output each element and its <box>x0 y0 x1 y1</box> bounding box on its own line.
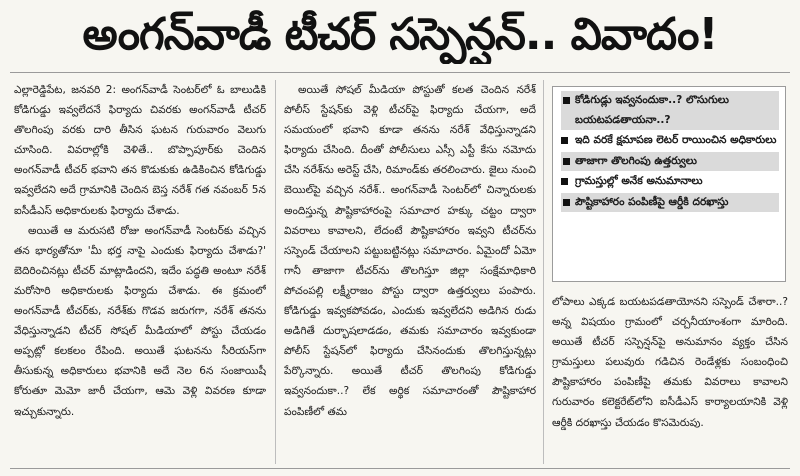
highlight-item <box>561 152 779 172</box>
article-column-2 <box>284 80 536 464</box>
highlight-item <box>561 131 779 151</box>
headline-rule <box>10 72 790 73</box>
paragraph: అయితే సోషల్ మీడియా పోస్టుతో కలత చెందిన నరేశ్ పోలీస్ స్టేషన్‌కు వెళ్లి టీచర్‌పై ఫిర్యాదు చేయగా, అదే సమయంలో భవాని కూడా తనను నరేశ్ వేధిస్తున్నాడని ఫిర్యాదు చేసింది. దీంతో పోలీసులు ఎస్సీ ఎస్టీ కేసు నమోదు చేసి నరేశ్‌ను అరెస్ట్ చేసి, రిమాండ్‌కు తరలించారు. జైలు నుంచి బెయిల్‌పై వచ్చిన నరేశ్.. అంగన్‌వాడీ సెంటర్‌లో చిన్నారులకు అందిస్తున్న పౌష్టికాహారంపై సమాచార హక్కు చట్టం ద్వారా వివరాలు కావాలని, లేదంటే పౌష్టికాహారం ఇవ్వని టీచర్‌ను సస్పెండ్ చేయాలని పట్టుబట్టినట్లు సమాచారం. ఏమైందో ఏమో గానీ తాజాగా టీచర్‌ను తొలగిస్తూ జిల్లా సంక్షేమాధికారి పోచంపల్లి లక్ష్మీరాజం పోస్టు ద్వారా ఉత్తర్వులు పంపారు. కోడిగుడ్డు ఇవ్వకపోవడం, ఎందుకు ఇవ్వలేదని అడిగిన రుడు అడిగితే దుర్భాషలాడడం, తమకు సమాచారం ఇవ్వకుండా పోలీస్ స్టేషన్‌లో ఫిర్యాదు చేసినందుకు తొలగిస్తున్నట్లు పేర్కొన్నారు. అయితే టీచర్ తొలగింపు కోడిగుడ్డు ఇవ్వనందుకా..? లేక అర్థిక సమాచారంతో పౌష్టికాహార పంపిణీలో తమ <box>284 84 536 418</box>
article-column-1 <box>14 80 266 464</box>
square-bullet-icon <box>563 97 570 104</box>
column-divider <box>543 80 544 464</box>
paragraph: అయితే ఆ మరుసటి రోజు అంగన్‌వాడీ సెంటర్‌కు వచ్చిన తన భార్యతోనూ 'మీ భర్త నాపై ఎందుకు ఫిర్యాదు చేశాడు?' బెదిరించినట్లు టీచర్ మాట్లాడిందని, ఇదేం పద్ధతి అంటూ నరేశ్ మరోసారి అధికారులకు ఫిర్యాదు చేశాడు. ఈ క్రమంలో అంగన్‌వాడీ టీచర్‌కు, నరేశ్‌కు గొడవ జరుగగా, నరేశ్ తనను వేధిస్తున్నాడని టీచర్ సోషల్ మీడియాలో పోస్టు చేయడం అప్పట్లో కలకలం రేపింది. అయితే ఘటనను సీరియస్‌గా తీసుకున్న అధికారులు భవానికి అదే నెల 6న సంజాయిషీ కోరుతూ మెమో జారీ చేయగా, ఆమె వెళ్లి వివరణ కూడా ఇచ్చుకున్నారు. <box>14 224 266 418</box>
highlight-text: తాజాగా తొలగింపు ఉత్తర్వులు <box>575 154 697 167</box>
square-bullet-icon <box>561 178 568 185</box>
highlight-item <box>561 193 779 213</box>
highlight-item <box>561 91 779 130</box>
headline: అంగన్‌వాడీ టీచర్ సస్పెన్షన్.. వివాదం! <box>82 9 718 60</box>
paragraph: లోపాలు ఎక్కడ బయటపడతాయోనని సస్పెండ్ చేశారా..? అన్న విషయం గ్రామంలో చర్చనీయాంశంగా మారింది. అయితే టీచర్ సస్పెన్షన్‌పై అనుమానం వ్యక్తం చేసిన గ్రామస్తులు పలువురు గడిచిన రెండేళ్లకు సంబంధించి పౌష్టికాహారం పంపిణీపై తమకు వివరాలు కావాలని గురువారం కలెక్టరేట్‌లోని ఐసీడీఎస్ కార్యాలయానికి వెళ్లి ఆర్డీకి దరఖాస్తు చేయడం కొసమెరుపు. <box>552 296 788 429</box>
highlights-box <box>552 86 786 282</box>
article-column-3 <box>552 292 788 464</box>
highlight-text: పౌష్టికాహారం పంపిణీపై ఆర్డీకి దరఖాస్తు <box>575 195 729 208</box>
square-bullet-icon <box>563 158 570 165</box>
highlights-list <box>561 91 779 212</box>
square-bullet-icon <box>561 137 568 144</box>
highlight-text: ఇది వరకే క్షమాపణ లెటర్ రాయించిన అధికారులు <box>575 134 777 146</box>
paragraph: ఎల్లారెడ్డిపేట, జనవరి 2: అంగన్‌వాడీ సెంటర్‌లో ఓ బాలుడికి కోడిగుడ్డు ఇవ్వలేదనే ఫిర్యాదు చివరకు అంగన్‌వాడీ టీచర్ తొలగింపు వరకు దారి తీసిన ఘటన గురువారం వెలుగు చూసింది. వివరాల్లోకి వెళితే.. బొప్పాపూర్‌కు చెందిన అంగన్‌వాడీ టీచర్ భవాని తన కొడుకుకు ఉడికించిన కోడిగుడ్డు ఇవ్వలేదని అదే గ్రామానికి చెందిన బెస్త నరేశ్ గత నవంబర్ 5న ఐసీడీఎస్ అధికారులకు ఫిర్యాదు చేశాడు. <box>14 84 266 217</box>
highlight-item <box>561 172 779 192</box>
highlight-text: కోడిగుడ్లు ఇవ్వనందుకా..? లొసుగులు బయటపడతాయనా..? <box>575 94 729 126</box>
highlight-text: గ్రామస్తుల్లో అనేక అనుమానాలు <box>575 175 703 187</box>
square-bullet-icon <box>563 199 570 206</box>
bottom-rule <box>10 468 790 469</box>
column-divider <box>275 80 276 464</box>
